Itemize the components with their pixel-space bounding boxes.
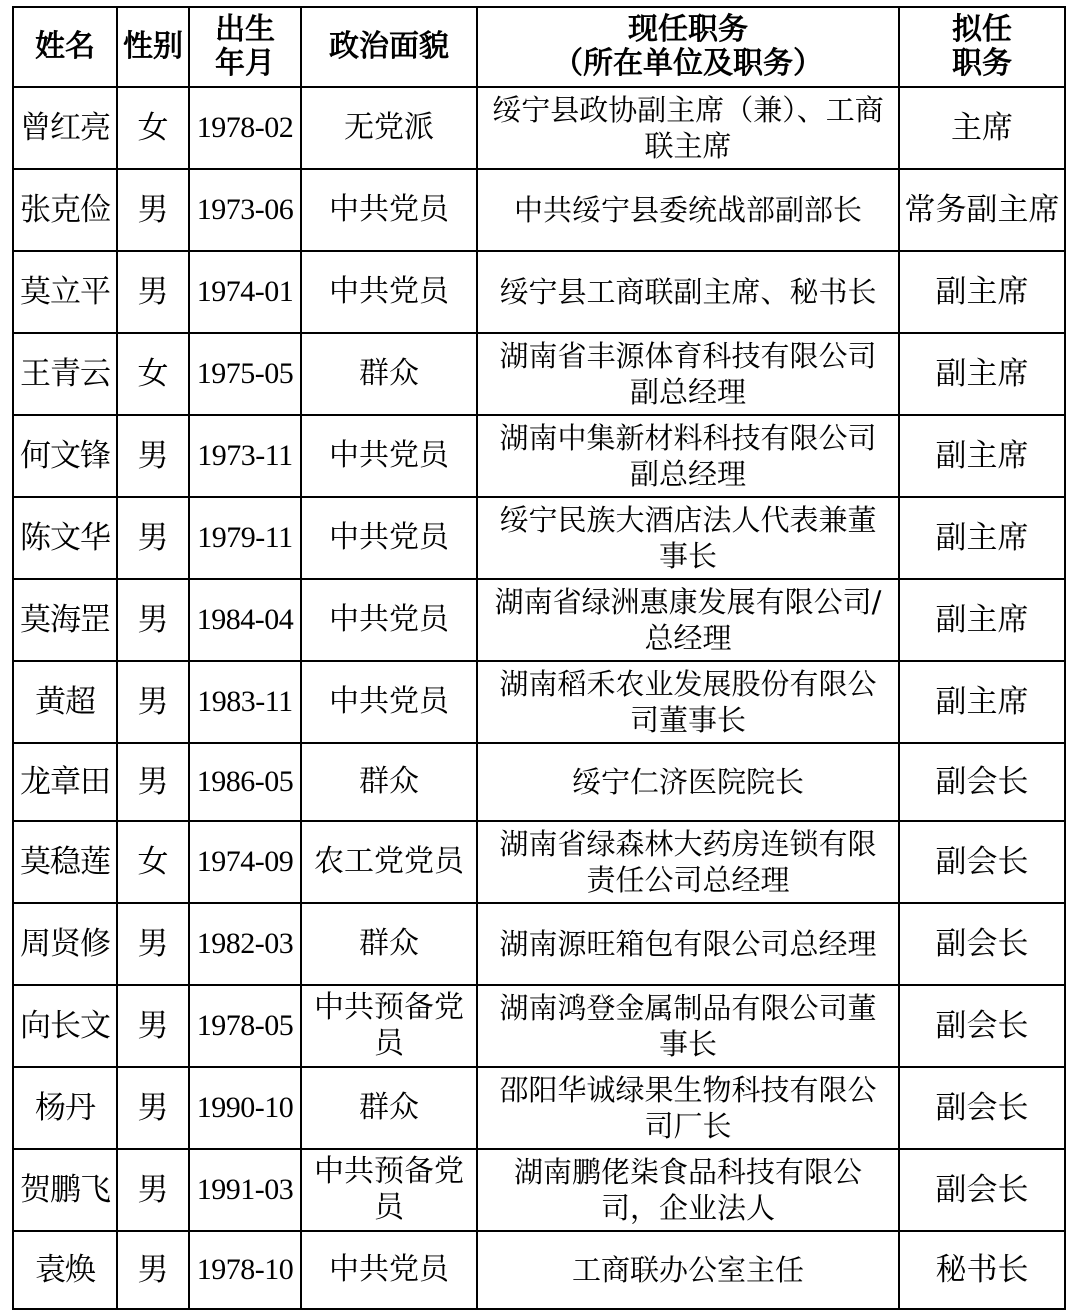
cell-gender: 女: [117, 333, 189, 415]
cell-current-position: 湖南省绿森林大药房连锁有限责任公司总经理: [477, 821, 899, 903]
cell-proposed-position: 副主席: [899, 333, 1065, 415]
cell-birth: 1974-09: [189, 821, 301, 903]
cell-name: 何文锋: [13, 415, 117, 497]
cell-name: 袁焕: [13, 1231, 117, 1309]
cell-proposed-position: 副会长: [899, 743, 1065, 821]
cell-birth: 1990-10: [189, 1067, 301, 1149]
cell-proposed-position: 副会长: [899, 1149, 1065, 1231]
cell-proposed-position: 副会长: [899, 821, 1065, 903]
cell-gender: 男: [117, 415, 189, 497]
cell-current-position: 湖南源旺箱包有限公司总经理: [477, 903, 899, 985]
table-row: [13, 1231, 1065, 1309]
cell-current-position: 邵阳华诚绿果生物科技有限公司厂长: [477, 1067, 899, 1149]
cell-current-position: 湖南鹏佬柒食品科技有限公司，企业法人: [477, 1149, 899, 1231]
cell-current-position: 湖南鸿登金属制品有限公司董事长: [477, 985, 899, 1067]
cell-birth: 1978-02: [189, 87, 301, 169]
table-row: [13, 743, 1065, 821]
cell-gender: 男: [117, 985, 189, 1067]
cell-name: 陈文华: [13, 497, 117, 579]
cell-gender: 男: [117, 1231, 189, 1309]
cell-gender: 男: [117, 1149, 189, 1231]
cell-political: 群众: [301, 903, 477, 985]
cell-political: 中共预备党员: [301, 985, 477, 1067]
cell-name: 周贤修: [13, 903, 117, 985]
cell-political: 中共党员: [301, 579, 477, 661]
cell-name: 曾红亮: [13, 87, 117, 169]
personnel-table: [12, 6, 1066, 1310]
cell-current-position: 中共绥宁县委统战部副部长: [477, 169, 899, 251]
cell-current-position: 湖南省绿洲惠康发展有限公司/总经理: [477, 579, 899, 661]
cell-name: 龙章田: [13, 743, 117, 821]
cell-political: 中共党员: [301, 661, 477, 743]
cell-political: 中共党员: [301, 169, 477, 251]
cell-political: 中共党员: [301, 1231, 477, 1309]
personnel-table-container: [12, 6, 1066, 1310]
cell-proposed-position: 副主席: [899, 661, 1065, 743]
cell-gender: 女: [117, 87, 189, 169]
header-birth-line2: 年月: [215, 46, 275, 81]
cell-political: 中共党员: [301, 497, 477, 579]
cell-proposed-position: 副主席: [899, 251, 1065, 333]
header-gender: 性别: [117, 7, 189, 87]
cell-name: 向长文: [13, 985, 117, 1067]
cell-name: 莫海罡: [13, 579, 117, 661]
cell-political: 中共党员: [301, 415, 477, 497]
header-birth: [189, 7, 301, 87]
cell-political: 群众: [301, 1067, 477, 1149]
cell-gender: 男: [117, 661, 189, 743]
cell-political: 农工党党员: [301, 821, 477, 903]
cell-birth: 1991-03: [189, 1149, 301, 1231]
cell-political: 群众: [301, 743, 477, 821]
cell-current-position: 绥宁仁济医院院长: [477, 743, 899, 821]
header-proposed-position: [899, 7, 1065, 87]
table-row: [13, 1149, 1065, 1231]
cell-political: 中共党员: [301, 251, 477, 333]
cell-name: 张克俭: [13, 169, 117, 251]
table-row: [13, 661, 1065, 743]
cell-birth: 1973-11: [189, 415, 301, 497]
cell-current-position: 湖南中集新材料科技有限公司副总经理: [477, 415, 899, 497]
table-row: [13, 251, 1065, 333]
cell-gender: 男: [117, 579, 189, 661]
cell-current-position: 绥宁民族大酒店法人代表兼董事长: [477, 497, 899, 579]
cell-birth: 1982-03: [189, 903, 301, 985]
table-row: [13, 87, 1065, 169]
cell-gender: 女: [117, 821, 189, 903]
cell-birth: 1973-06: [189, 169, 301, 251]
cell-birth: 1978-05: [189, 985, 301, 1067]
header-proposed-line2: 职务: [952, 46, 1012, 81]
cell-proposed-position: 副主席: [899, 497, 1065, 579]
cell-political: 无党派: [301, 87, 477, 169]
cell-name: 莫立平: [13, 251, 117, 333]
cell-current-position: 绥宁县政协副主席（兼）、工商联主席: [477, 87, 899, 169]
header-political: 政治面貌: [301, 7, 477, 87]
cell-current-position: 绥宁县工商联副主席、秘书长: [477, 251, 899, 333]
cell-birth: 1979-11: [189, 497, 301, 579]
cell-birth: 1975-05: [189, 333, 301, 415]
cell-name: 贺鹏飞: [13, 1149, 117, 1231]
table-row: [13, 579, 1065, 661]
table-row: [13, 1067, 1065, 1149]
cell-political: 群众: [301, 333, 477, 415]
cell-proposed-position: 副会长: [899, 1067, 1065, 1149]
table-row: [13, 985, 1065, 1067]
cell-name: 莫稳莲: [13, 821, 117, 903]
cell-proposed-position: 秘书长: [899, 1231, 1065, 1309]
cell-gender: 男: [117, 251, 189, 333]
cell-birth: 1984-04: [189, 579, 301, 661]
cell-name: 杨丹: [13, 1067, 117, 1149]
cell-proposed-position: 副主席: [899, 415, 1065, 497]
header-proposed-line1: 拟任: [952, 12, 1012, 47]
cell-birth: 1974-01: [189, 251, 301, 333]
cell-birth: 1983-11: [189, 661, 301, 743]
table-row: [13, 415, 1065, 497]
table-row: [13, 821, 1065, 903]
header-birth-line1: 出生: [215, 12, 275, 47]
cell-name: 黄超: [13, 661, 117, 743]
header-current-line2: （所在单位及职务）: [553, 46, 823, 81]
table-row: [13, 903, 1065, 985]
cell-current-position: 湖南省丰源体育科技有限公司副总经理: [477, 333, 899, 415]
cell-gender: 男: [117, 169, 189, 251]
cell-proposed-position: 副会长: [899, 903, 1065, 985]
cell-proposed-position: 副会长: [899, 985, 1065, 1067]
cell-proposed-position: 常务副主席: [899, 169, 1065, 251]
header-current-position: [477, 7, 899, 87]
table-row: [13, 333, 1065, 415]
cell-birth: 1986-05: [189, 743, 301, 821]
cell-gender: 男: [117, 743, 189, 821]
cell-political: 中共预备党员: [301, 1149, 477, 1231]
cell-name: 王青云: [13, 333, 117, 415]
cell-proposed-position: 主席: [899, 87, 1065, 169]
cell-proposed-position: 副主席: [899, 579, 1065, 661]
table-row: [13, 169, 1065, 251]
cell-gender: 男: [117, 903, 189, 985]
header-name: 姓名: [13, 7, 117, 87]
table-header-row: [13, 7, 1065, 87]
cell-current-position: 工商联办公室主任: [477, 1231, 899, 1309]
cell-gender: 男: [117, 1067, 189, 1149]
header-current-line1: 现任职务: [628, 12, 748, 47]
cell-birth: 1978-10: [189, 1231, 301, 1309]
cell-current-position: 湖南稻禾农业发展股份有限公司董事长: [477, 661, 899, 743]
table-row: [13, 497, 1065, 579]
cell-gender: 男: [117, 497, 189, 579]
